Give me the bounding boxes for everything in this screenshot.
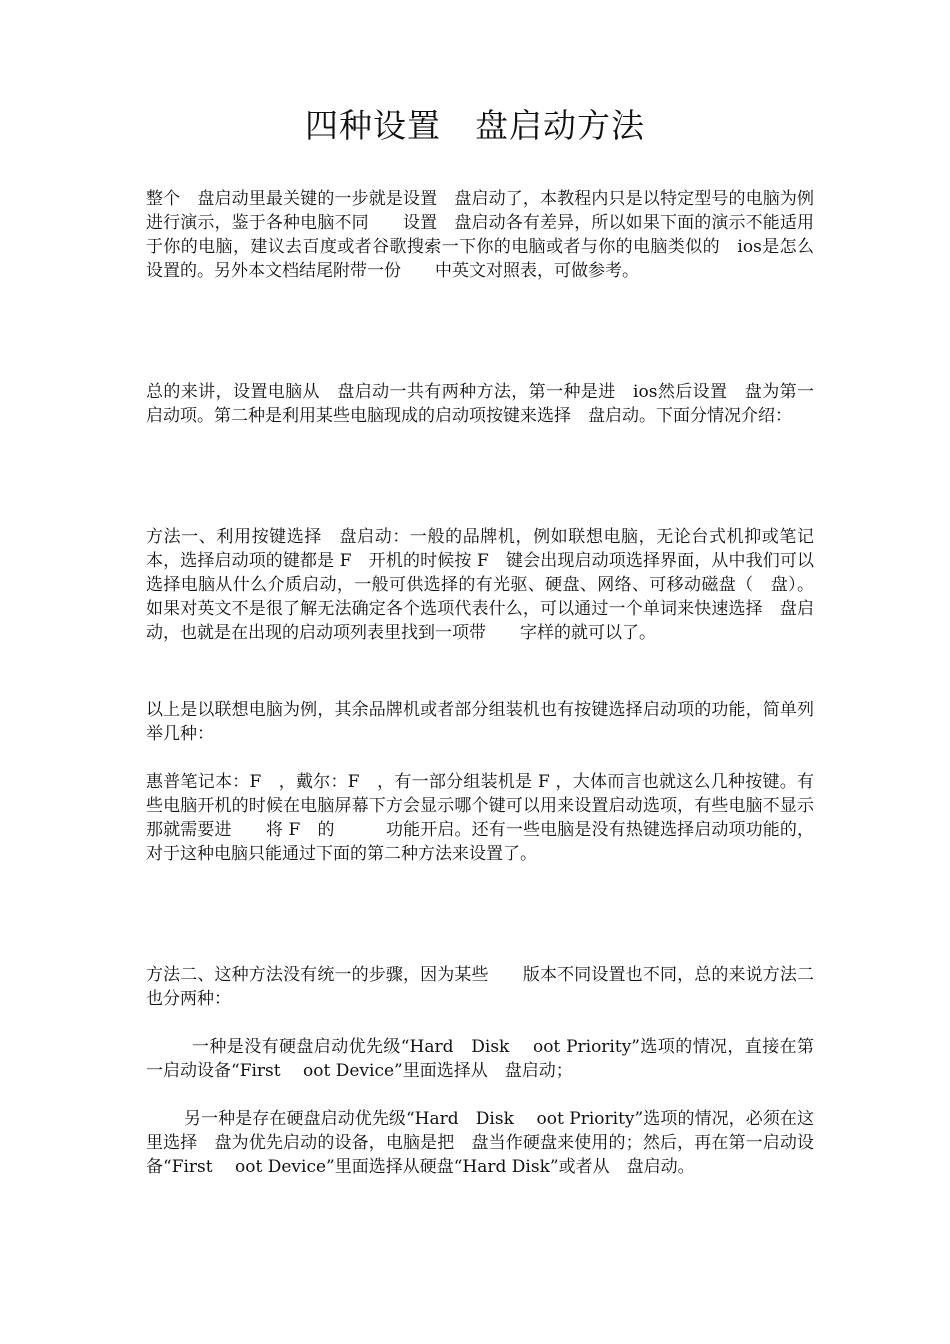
method-two-paragraph: 方法二、这种方法没有统一的步骤，因为某些 版本不同设置也不同，总的来说方法二也分两种： (146, 965, 814, 1009)
method-two-case-two-paragraph: 另一种是存在硬盘启动优先级“Hard Disk oot Priority”选项的情况，必须在这里选择 盘为优先启动的设备，电脑是把 盘当作硬盘来使用的；然后，再在第一启动设备“First oot Device”里面选择从硬盘“Hard Disk”或者从 盘启动。 (146, 1109, 814, 1177)
intro-paragraph: 整个 盘启动里最关键的一步就是设置 盘启动了，本教程内只是以特定型号的电脑为例进行演示，鉴于各种电脑不同 设置 盘启动各有差异，所以如果下面的演示不能适用于你的电脑，建议去百度或者谷歌搜索一下你的电脑或者与你的电脑类似的 ios是怎么设置的。另外本文档结尾附带一份 中英文对照表，可做参考。 (146, 189, 814, 281)
overview-paragraph: 总的来讲，设置电脑从 盘启动一共有两种方法，第一种是进 ios然后设置 盘为第一启动项。第二种是利用某些电脑现成的启动项按键来选择 盘启动。下面分情况介绍： (146, 382, 814, 426)
hotkey-list-paragraph: 惠普笔记本：F ，戴尔：F ，有一部分组装机是 F ，大体而言也就这么几种按键。有些电脑开机的时候在电脑屏幕下方会显示哪个键可以用来设置启动选项，有些电脑不显示 那就需要进 将 F 的 功能开启。还有一些电脑是没有热键选择启动项功能的，对于这种电脑只能通过下面的第二种方法来设置了。 (146, 772, 814, 864)
brand-intro-paragraph: 以上是以联想电脑为例，其余品牌机或者部分组装机也有按键选择启动项的功能，简单列举几种： (146, 700, 814, 744)
method-one-paragraph: 方法一、利用按键选择 盘启动：一般的品牌机，例如联想电脑，无论台式机抑或笔记本，选择启动项的键都是 F 开机的时候按 F 键会出现启动项选择界面，从中我们可以选择电脑从什么介质启动，一般可供选择的有光驱、硬盘、网络、可移动磁盘（ 盘）。如果对英文不是很了解无法确定各个选项代表什么，可以通过一个单词来快速选择 盘启动，也就是在出现的启动项列表里找到一项带 字样的就可以了。 (146, 527, 814, 643)
method-two-case-one-paragraph: 一种是没有硬盘启动优先级“Hard Disk oot Priority”选项的情况，直接在第一启动设备“First oot Device”里面选择从 盘启动； (146, 1037, 814, 1081)
document-title: 四种设置 盘启动方法 (305, 106, 645, 145)
